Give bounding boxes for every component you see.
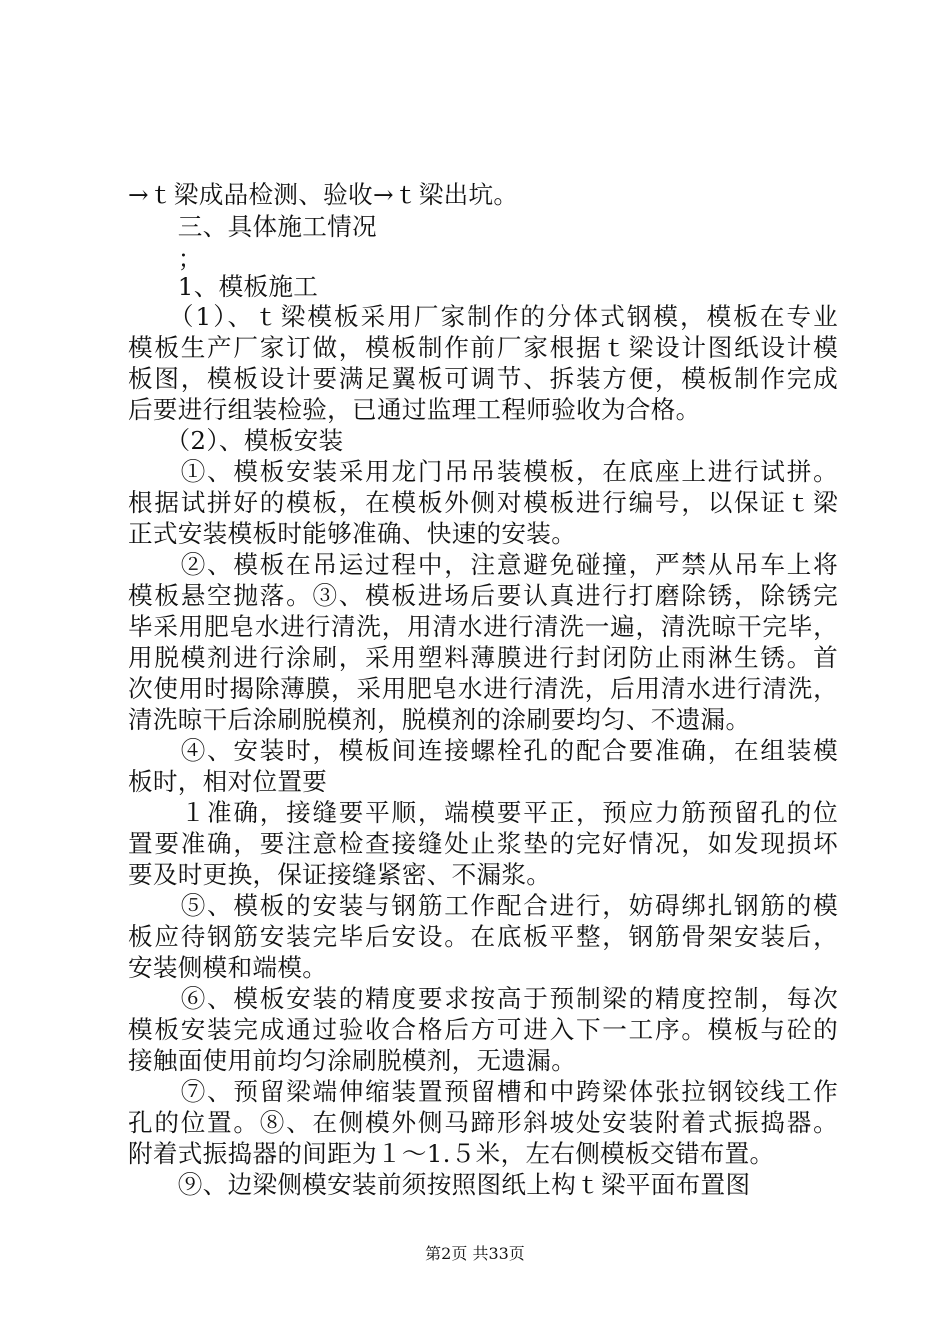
text-line: 安装侧模和端模。 [128,953,328,982]
text-line: 次使用时揭除薄膜，采用肥皂水进行清洗，后用清水进行清洗， [128,674,838,703]
text-line: ⑨、边梁侧模安装前须按照图纸上构ｔ梁平面布置图 [128,1170,751,1199]
text-line: 后要进行组装检验，已通过监理工程师验收为合格。 [128,395,701,424]
text-line: 孔的位置。⑧、在侧模外侧马蹄形斜坡处安装附着式振捣器。 [128,1108,838,1137]
text-line: ； [128,244,203,273]
text-line: ⑤、模板的安装与钢筋工作配合进行，妨碍绑扎钢筋的模 [128,891,838,920]
text-line: 毕采用肥皂水进行清洗，用清水进行清洗一遍，清洗晾干完毕， [128,612,838,641]
text-line: ⑥、模板安装的精度要求按高于预制梁的精度控制，每次 [128,984,838,1013]
text-line: ②、模板在吊运过程中，注意避免碰撞，严禁从吊车上将 [128,550,838,579]
text-line: 正式安装模板时能够准确、快速的安装。 [128,519,577,548]
text-line: 接触面使用前均匀涂刷脱模剂，无遗漏。 [128,1046,577,1075]
text-line: 板应待钢筋安装完毕后安设。在底板平整，钢筋骨架安装后， [128,922,838,951]
text-line: 板时，相对位置要 [128,767,328,796]
subsection-heading: （2）、模板安装 [128,426,344,455]
text-line: 置要准确，要注意检查接缝处止浆垫的完好情况，如发现损坏 [128,829,838,858]
page-number-footer: 第2页 共33页 [425,1244,525,1263]
text-line: 模板悬空抛落。③、模板进场后要认真进行打磨除锈，除锈完 [128,581,838,610]
text-line: 根据试拼好的模板，在模板外侧对模板进行编号，以保证ｔ梁 [128,488,838,517]
section-heading: 三、具体施工情况 [128,212,377,241]
text-line: １准确，接缝要平顺，端模要平正，预应力筋预留孔的位 [128,798,838,827]
text-line: 清洗晾干后涂刷脱模剂，脱模剂的涂刷要均匀、不遗漏。 [128,705,751,734]
text-line: ④、安装时，模板间连接螺栓孔的配合要准确，在组装模 [128,736,838,765]
text-line: →ｔ梁成品检测、验收→ｔ梁出坑。 [128,180,519,209]
text-line: （1）、ｔ梁模板采用厂家制作的分体式钢模，模板在专业 [128,302,838,331]
text-line: 模板安装完成通过验收合格后方可进入下一工序。模板与砼的 [128,1015,838,1044]
text-line: 模板生产厂家订做，模板制作前厂家根据ｔ梁设计图纸设计模 [128,333,838,362]
text-line: 附着式振捣器的间距为１～1.５米，左右侧模板交错布置。 [128,1139,775,1168]
subsection-heading: 1、模板施工 [128,272,319,301]
text-line: ⑦、预留梁端伸缩装置预留槽和中跨梁体张拉钢铰线工作 [128,1077,838,1106]
text-line: 用脱模剂进行涂刷，采用塑料薄膜进行封闭防止雨淋生锈。首 [128,643,838,672]
text-line: 板图，模板设计要满足翼板可调节、拆装方便，模板制作完成 [128,364,838,393]
text-line: ①、模板安装采用龙门吊吊装模板，在底座上进行试拼。 [128,457,838,486]
text-line: 要及时更换，保证接缝紧密、不漏浆。 [128,860,552,889]
